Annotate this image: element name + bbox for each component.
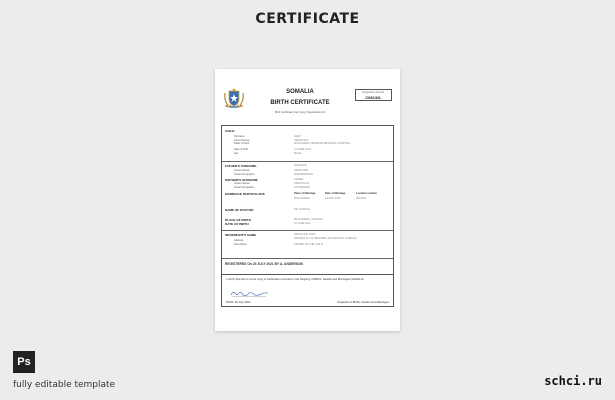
label-place-of-marriage: Place of Marriage <box>294 192 316 195</box>
registered-statement: REGISTERED On 23 JULY 2021 BY A. ANDERSON <box>225 262 303 266</box>
label-location-number: Location number <box>356 192 378 195</box>
certify-text: I certify that this is a true copy of particulars recorded in the Registry of Births, Deaths and Marriages SOMALIA <box>226 277 364 281</box>
page-title: CERTIFICATE <box>255 11 360 27</box>
label-child-given-names: Given Names <box>234 138 250 142</box>
label-child-date-of-birth: Date of birth <box>234 148 249 151</box>
value-informant-name: OMAR NUR HAMI <box>294 233 316 236</box>
section-divider <box>222 258 393 259</box>
certificate-title: BIRTH CERTIFICATE <box>270 100 330 106</box>
value-doctor: DR. HASSAN <box>294 208 310 211</box>
label-mother-given-names: Given Names <box>234 182 250 185</box>
value-father-surname: HAMI NUR <box>294 164 307 167</box>
registration-number-label: Registration Number <box>362 91 385 94</box>
value-child-place-of-birth: MOGADISHU, BENADIR REGIONAL HOSPITAL <box>294 142 351 145</box>
birth-certificate-document <box>215 69 400 331</box>
section-informants-name: INFORMANT'S NAME <box>225 233 257 237</box>
value-father-given-names: OMAR NUR <box>294 169 309 172</box>
value-child-given-names: OMAR NUR <box>294 138 309 142</box>
label-informant-address: Address <box>234 239 244 242</box>
certificate-subtitle: Birth Certificate (Key Copy) Registration Act <box>274 111 326 114</box>
section-place-of-birth: PLACE OF BIRTH <box>225 218 251 222</box>
registration-number-box <box>355 89 392 101</box>
section-child: CHILD <box>225 129 235 133</box>
section-marriage-particulars: MARRIAGE PARTICULARS <box>225 192 265 196</box>
certification-box <box>221 275 394 307</box>
value-marriage-place: MOGADISHU <box>294 197 310 200</box>
label-informant-description: Description <box>234 242 247 246</box>
value-mother-occupation: HOUSEWIFE <box>294 185 310 189</box>
label-father-occupation: Usual Occupation <box>234 172 255 176</box>
value-child-sex: MALE <box>294 151 302 155</box>
photoshop-icon: Ps <box>13 351 35 373</box>
value-date-of-birth: 12 JUNE 2021 <box>294 222 311 225</box>
value-child-surname: HAMI <box>294 135 301 138</box>
label-date-of-marriage: Date of Marriage <box>325 192 346 195</box>
section-name-of-doctor: NAME OF DOCTOR <box>225 208 254 212</box>
section-mothers-surname: MOTHER'S SURNAME <box>225 178 258 182</box>
value-child-date-of-birth: 12 JUNE 2021 <box>294 148 311 151</box>
coat-of-arms-icon <box>223 87 245 109</box>
template-caption: fully editable template <box>13 380 116 390</box>
value-marriage-date: 10 MAY 2015 <box>325 197 341 200</box>
label-child-place-of-birth: Place of birth <box>234 142 250 145</box>
value-informant-description: FATHER OF THE CHILD <box>294 242 323 246</box>
section-fathers-surname: FATHER'S SURNAME <box>225 164 257 168</box>
section-divider <box>222 161 393 162</box>
value-mother-surname: AHMED <box>294 178 304 181</box>
value-place-of-birth: MOGADISHU, SOMALIA <box>294 218 323 221</box>
signature-icon <box>230 289 270 298</box>
certificate-date: DATE: 30 July 2021 <box>226 300 251 304</box>
section-divider <box>222 230 393 231</box>
value-father-occupation: BUSINESSMAN <box>294 172 313 176</box>
certificate-country: SOMALIA <box>286 89 314 95</box>
value-mother-given-names: FARHIYA ALI <box>294 182 310 185</box>
registrar-title: Registrar of Births, Deaths and Marriages <box>337 300 389 304</box>
value-informant-address: WADADA ALI 12, BENADIR, MOGADISHU, SOMALIA <box>294 236 357 240</box>
label-mother-occupation: Usual Occupation <box>234 185 255 189</box>
label-child-surname: Surname <box>234 135 245 138</box>
label-father-given-names: Given Names <box>234 169 250 172</box>
label-child-sex: Sex <box>234 151 239 155</box>
certificate-details-frame <box>221 125 394 275</box>
registration-number-value: C08132L <box>365 95 382 100</box>
value-marriage-location: 0012534 <box>356 197 367 200</box>
section-date-of-birth: DATE OF BIRTH <box>225 222 249 226</box>
brand-watermark: schci.ru <box>544 374 602 388</box>
